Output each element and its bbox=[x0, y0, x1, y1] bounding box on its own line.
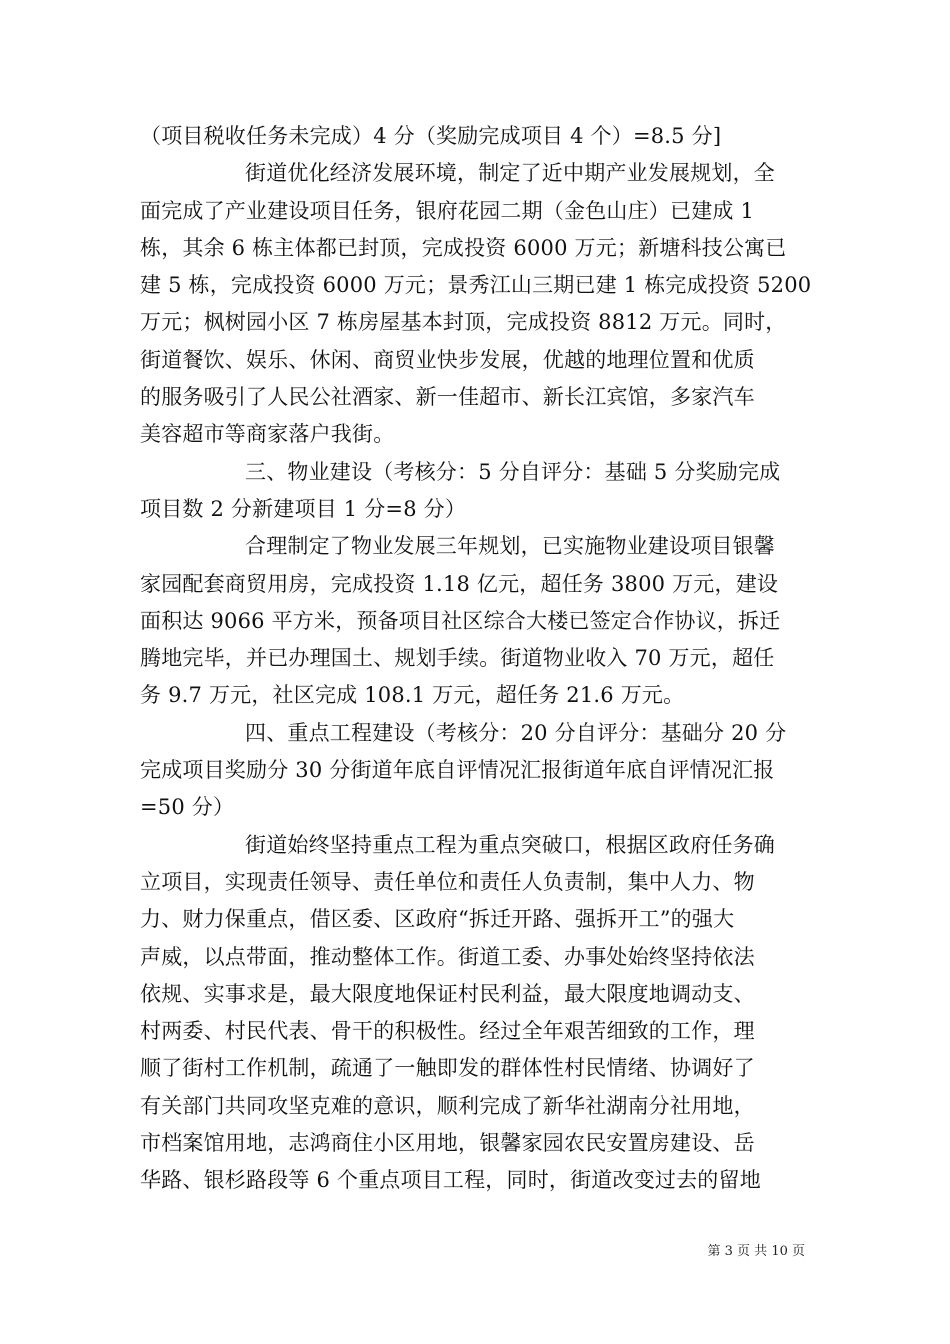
text-line: 华路、银杉路段等 6 个重点项目工程，同时，街道改变过去的留地 bbox=[140, 1168, 761, 1193]
text-line: 务 9.7 万元，社区完成 108.1 万元，超任务 21.6 万元。 bbox=[140, 683, 685, 708]
text-line: 美容超市等商家落户我街。 bbox=[140, 422, 395, 447]
text-line: 面完成了产业建设项目任务，银府花园二期（金色山庄）已建成 1 bbox=[140, 198, 755, 223]
paragraph-start: 街道优化经济发展环境，制定了近中期产业发展规划，全 bbox=[245, 161, 775, 186]
section-heading-cont: =50 分） bbox=[140, 795, 235, 820]
text-line: 面积达 9066 平方米，预备项目社区综合大楼已签定合作协议，拆迁 bbox=[140, 608, 781, 633]
paragraph-start: 合理制定了物业发展三年规划，已实施物业建设项目银馨 bbox=[245, 534, 775, 559]
section-heading-cont: 完成项目奖励分 30 分街道年底自评情况汇报街道年底自评情况汇报 bbox=[140, 758, 775, 783]
paragraph-start: 街道始终坚持重点工程为重点突破口，根据区政府任务确 bbox=[245, 832, 775, 857]
section-heading-cont: 项目数 2 分新建项目 1 分=8 分） bbox=[140, 496, 467, 521]
text-line: 家园配套商贸用房，完成投资 1.18 亿元，超任务 3800 万元，建设 bbox=[140, 571, 779, 596]
text-line: 市档案馆用地，志鸿商住小区用地，银馨家园农民安置房建设、岳 bbox=[140, 1131, 755, 1156]
document-body bbox=[140, 118, 812, 1200]
text-line: 栋，其余 6 栋主体都已封顶，完成投资 6000 万元；新塘科技公寓已 bbox=[140, 235, 787, 260]
text-line: 力、财力保重点，借区委、区政府“拆迁开路、强拆开工”的强大 bbox=[140, 907, 735, 932]
text-line: 街道餐饮、娱乐、休闲、商贸业快步发展，优越的地理位置和优质 bbox=[140, 347, 755, 372]
text-line: 建 5 栋，完成投资 6000 万元；景秀江山三期已建 1 栋完成投资 5200 bbox=[140, 273, 812, 298]
text-line: 依规、实事求是，最大限度地保证村民利益，最大限度地调动支、 bbox=[140, 981, 755, 1006]
text-line: 村两委、村民代表、骨干的积极性。经过全年艰苦细致的工作，理 bbox=[140, 1019, 755, 1044]
section-heading: 四、重点工程建设（考核分：20 分自评分：基础分 20 分 bbox=[245, 720, 787, 745]
section-heading: 三、物业建设（考核分：5 分自评分：基础 5 分奖励完成 bbox=[245, 459, 781, 484]
text-line: 有关部门共同攻坚克难的意识，顺利完成了新华社湖南分社用地， bbox=[140, 1093, 755, 1118]
page-number: 第 3 页 共 10 页 bbox=[707, 1244, 805, 1259]
text-line: 的服务吸引了人民公社酒家、新一佳超市、新长江宾馆，多家汽车 bbox=[140, 385, 755, 410]
text-line: 腾地完毕，并已办理国土、规划手续。街道物业收入 70 万元，超任 bbox=[140, 646, 775, 671]
text-line: 声威，以点带面，推动整体工作。街道工委、办事处始终坚持依法 bbox=[140, 944, 755, 969]
text-line: 顺了街村工作机制，疏通了一触即发的群体性村民情绪、协调好了 bbox=[140, 1056, 755, 1081]
text-line: （项目税收任务未完成）4 分（奖励完成项目 4 个）=8.5 分] bbox=[140, 124, 722, 148]
text-line: 立项目，实现责任领导、责任单位和责任人负责制，集中人力、物 bbox=[140, 869, 755, 894]
text-line: 万元；枫树园小区 7 栋房屋基本封顶，完成投资 8812 万元。同时， bbox=[140, 310, 787, 335]
